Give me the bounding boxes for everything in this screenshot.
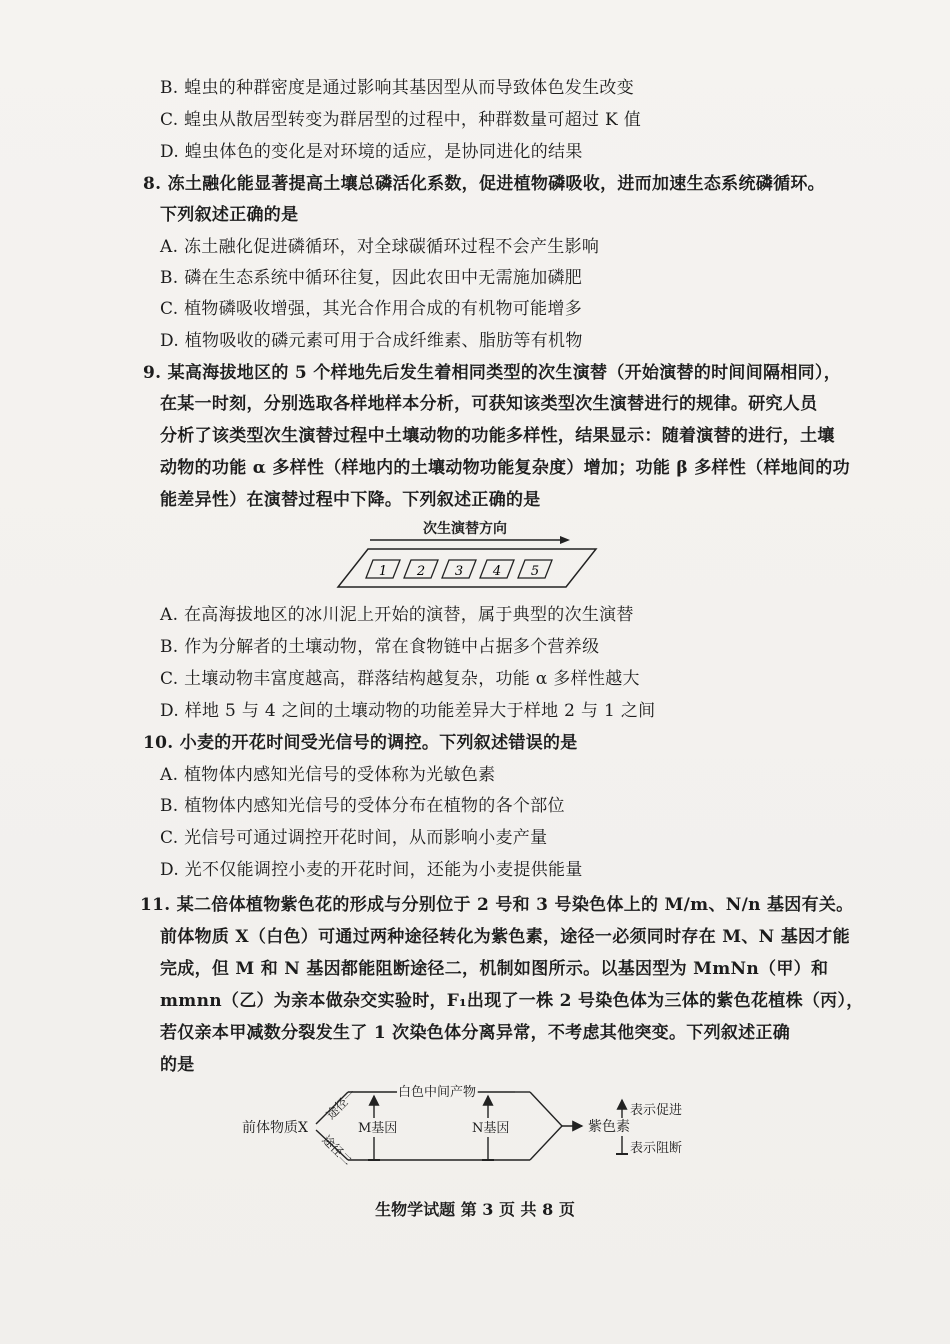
site-band (338, 549, 596, 587)
m-gene-label: M基因 (358, 1121, 398, 1136)
q11-stem-line4: mmnn（乙）为亲本做杂交实验时，F₁出现了一株 2 号染色体为三体的紫色花植株（丙）， (160, 991, 864, 1011)
sample-plot-3 (442, 560, 476, 579)
intermediate-product-label: 白色中间产物 (398, 1085, 477, 1100)
q10-option-d: D. 光不仅能调控小麦的开花时间，还能为小麦提供能量 (160, 860, 583, 880)
sample-plot-1 (366, 560, 400, 579)
q10-option-c: C. 光信号可通过调控开花时间，从而影响小麦产量 (160, 828, 548, 848)
q10-option-b: B. 植物体内感知光信号的受体分布在植物的各个部位 (160, 796, 565, 816)
q11-stem-line1: 11. 某二倍体植物紫色花的形成与分别位于 2 号和 3 号染色体上的 M/m、N/n 基因有关。 (140, 895, 854, 915)
q11-stem-line6: 的是 (160, 1055, 195, 1075)
q7-option-b: B. 蝗虫的种群密度是通过影响其基因型从而导致体色发生改变 (160, 78, 634, 98)
q11-stem-line5: 若仅亲本甲减数分裂发生了 1 次染色体分离异常，不考虑其他突变。下列叙述正确 (160, 1023, 791, 1043)
q9-stem-line3: 分析了该类型次生演替过程中土壤动物的功能多样性，结果显示：随着演替的进行，土壤 (160, 426, 835, 446)
page-footer: 生物学试题 第 3 页 共 8 页 (375, 1200, 575, 1219)
pigment-pathway-diagram (240, 1080, 700, 1172)
path1-label: 途径一 (323, 1086, 360, 1123)
path2-merge-line (530, 1126, 562, 1160)
sample-plot-5-label: 5 (530, 564, 540, 579)
succession-arrow-head (560, 536, 570, 544)
sample-plot-2-label: 2 (416, 564, 426, 579)
q8-option-b: B. 磷在生态系统中循环往复，因此农田中无需施加磷肥 (160, 268, 583, 288)
legend-promote-label: 表示促进 (630, 1103, 683, 1118)
q8-option-d: D. 植物吸收的磷元素可用于合成纤维素、脂肪等有机物 (160, 331, 583, 351)
q8-option-c: C. 植物磷吸收增强，其光合作用合成的有机物可能增多 (160, 299, 583, 319)
q11-stem-line2: 前体物质 X（白色）可通过两种途径转化为紫色素，途径一必须同时存在 M、N 基因才能 (160, 927, 850, 947)
legend-block-label: 表示阻断 (630, 1141, 683, 1156)
sample-plot-4 (480, 560, 514, 579)
q8-option-a: A. 冻土融化促进磷循环，对全球碳循环过程不会产生影响 (160, 237, 600, 257)
q7-option-c: C. 蝗虫从散居型转变为群居型的过程中，种群数量可超过 K 值 (160, 110, 642, 130)
sample-plot-2 (404, 560, 438, 579)
q8-stem-line1: 8. 冻土融化能显著提高土壤总磷活化系数，促进植物磷吸收，进而加速生态系统磷循环。 (143, 174, 825, 194)
path1-merge-line (530, 1092, 562, 1126)
q9-stem-line4: 动物的功能 α 多样性（样地内的土壤动物功能复杂度）增加；功能 β 多样性（样地间的功 (160, 458, 850, 478)
sample-plot-5 (518, 560, 552, 579)
q9-option-d: D. 样地 5 与 4 之间的土壤动物的功能差异大于样地 2 与 1 之间 (160, 701, 656, 721)
q7-option-d: D. 蝗虫体色的变化是对环境的适应，是协同进化的结果 (160, 142, 583, 162)
q10-stem: 10. 小麦的开花时间受光信号的调控。下列叙述错误的是 (143, 733, 578, 753)
q9-stem-line5: 能差异性）在演替过程中下降。下列叙述正确的是 (160, 490, 541, 510)
q9-option-b: B. 作为分解者的土壤动物，常在食物链中占据多个营养级 (160, 637, 600, 657)
q9-option-a: A. 在高海拔地区的冰川泥上开始的演替，属于典型的次生演替 (160, 605, 634, 625)
q10-option-a: A. 植物体内感知光信号的受体称为光敏色素 (160, 765, 496, 785)
sample-plot-1-label: 1 (378, 564, 388, 579)
succession-diagram (330, 518, 600, 594)
q9-option-c: C. 土壤动物丰富度越高，群落结构越复杂，功能 α 多样性越大 (160, 669, 640, 689)
sample-plot-4-label: 4 (492, 564, 502, 579)
q8-stem-line2: 下列叙述正确的是 (160, 205, 299, 225)
purple-pigment-label: 紫色素 (588, 1119, 630, 1135)
sample-plot-3-label: 3 (454, 564, 464, 579)
q11-stem-line3: 完成，但 M 和 N 基因都能阻断途径二，机制如图所示。以基因型为 MmNn（甲）和 (160, 959, 829, 979)
n-gene-label: N基因 (472, 1121, 510, 1136)
succession-direction-label: 次生演替方向 (423, 521, 507, 537)
q9-stem-line1: 9. 某高海拔地区的 5 个样地先后发生着相同类型的次生演替（开始演替的时间间隔相同）， (143, 363, 842, 383)
precursor-x-label: 前体物质X (242, 1120, 308, 1136)
path2-label: 途径二 (319, 1132, 355, 1168)
q9-stem-line2: 在某一时刻，分别选取各样地样本分析，可获知该类型次生演替进行的规律。研究人员 (160, 394, 818, 414)
